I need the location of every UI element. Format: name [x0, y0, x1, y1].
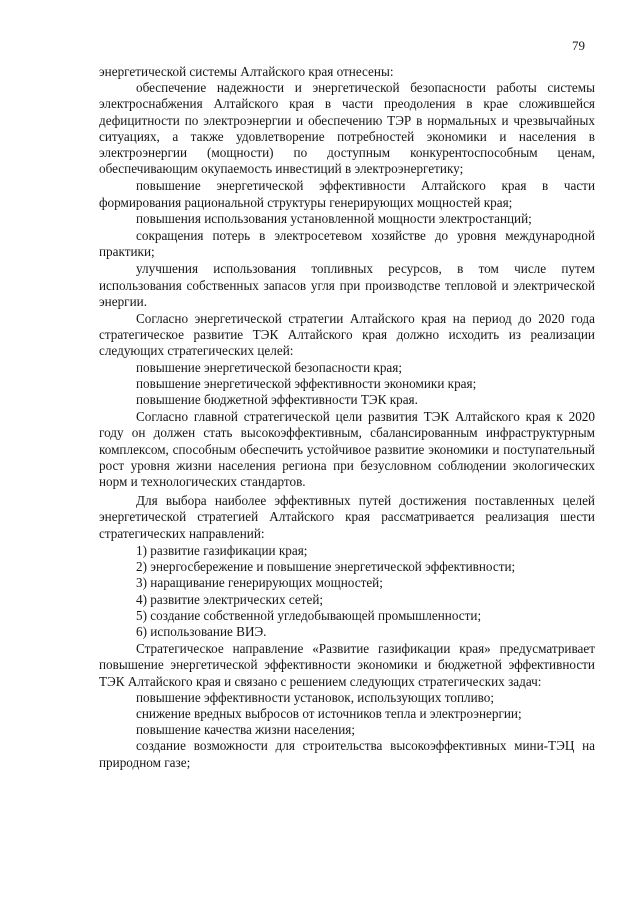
list-item: 1) развитие газификации края;: [136, 542, 308, 558]
list-item: повышение эффективности установок, использующих топливо;: [136, 689, 495, 705]
document-body: [99, 64, 595, 771]
paragraph: Согласно главной стратегической цели развития ТЭК Алтайского края к 2020 году он должен стать высокоэффективным, сбалансированным инфраструктурным комплексом, способным обеспечить устойчивое развитие экономики и поступательный рост уровня жизни населения региона при безусловном соблюдении экологических норм и технологических стандартов.: [99, 409, 595, 490]
list-item: 5) создание собственной угледобывающей промышленности;: [136, 607, 482, 623]
list-item: 3) наращивание генерирующих мощностей;: [136, 575, 383, 591]
paragraph: сокращения потерь в электросетевом хозяйстве до уровня международной практики;: [99, 228, 595, 260]
paragraph: Для выбора наиболее эффективных путей достижения поставленных целей энергетической стратегией Алтайского края рассматривается реализация шести стратегических направлений:: [99, 493, 595, 541]
list-item: повышение энергетической эффективности экономики края;: [136, 375, 477, 391]
list-item: повышение качества жизни населения;: [136, 722, 356, 738]
paragraph: Согласно энергетической стратегии Алтайского края на период до 2020 года стратегическое развитие ТЭК Алтайского края должно исходить из реализации следующих стратегических целей:: [99, 311, 595, 359]
list-item: 6) использование ВИЭ.: [136, 623, 267, 639]
list-item: снижение вредных выбросов от источников тепла и электроэнергии;: [136, 705, 522, 721]
list-item: 2) энергосбережение и повышение энергетической эффективности;: [136, 559, 516, 575]
paragraph: создание возможности для строительства высокоэффективных мини-ТЭЦ на природном газе;: [99, 738, 595, 770]
paragraph: обеспечение надежности и энергетической безопасности работы системы электроснабжения Алтайского края в части преодоления в крае сложившейся дефицитности по электроэнергии и обеспечению ТЭР в нормальных и чрезвычайных ситуациях, а также удовлетворение потребностей экономики и населения в электроэнергии (мощности) по доступным конкурентоспособным ценам, обеспечивающим окупаемость инвестиций в электроэнергетику;: [99, 80, 595, 177]
paragraph: улучшения использования топливных ресурсов, в том числе путем использования собственных запасов угля при производстве тепловой и электрической энергии.: [99, 261, 595, 309]
paragraph: энергетической системы Алтайского края отнесены:: [99, 64, 394, 79]
paragraph: повышения использования установленной мощности электростанций;: [136, 210, 532, 226]
paragraph: Стратегическое направление «Развитие газификации края» предусматривает повышение энергетической эффективности экономики и бюджетной эффективности ТЭК Алтайского края и связано с решением следующих стратегических задач:: [99, 641, 595, 689]
list-item: повышение бюджетной эффективности ТЭК края.: [136, 392, 418, 408]
list-item: повышение энергетической безопасности края;: [136, 359, 403, 375]
page-number: 79: [572, 38, 585, 53]
paragraph: повышение энергетической эффективности Алтайского края в части формирования рациональной структуры генерирующих мощностей края;: [99, 178, 595, 210]
list-item: 4) развитие электрических сетей;: [136, 591, 324, 607]
